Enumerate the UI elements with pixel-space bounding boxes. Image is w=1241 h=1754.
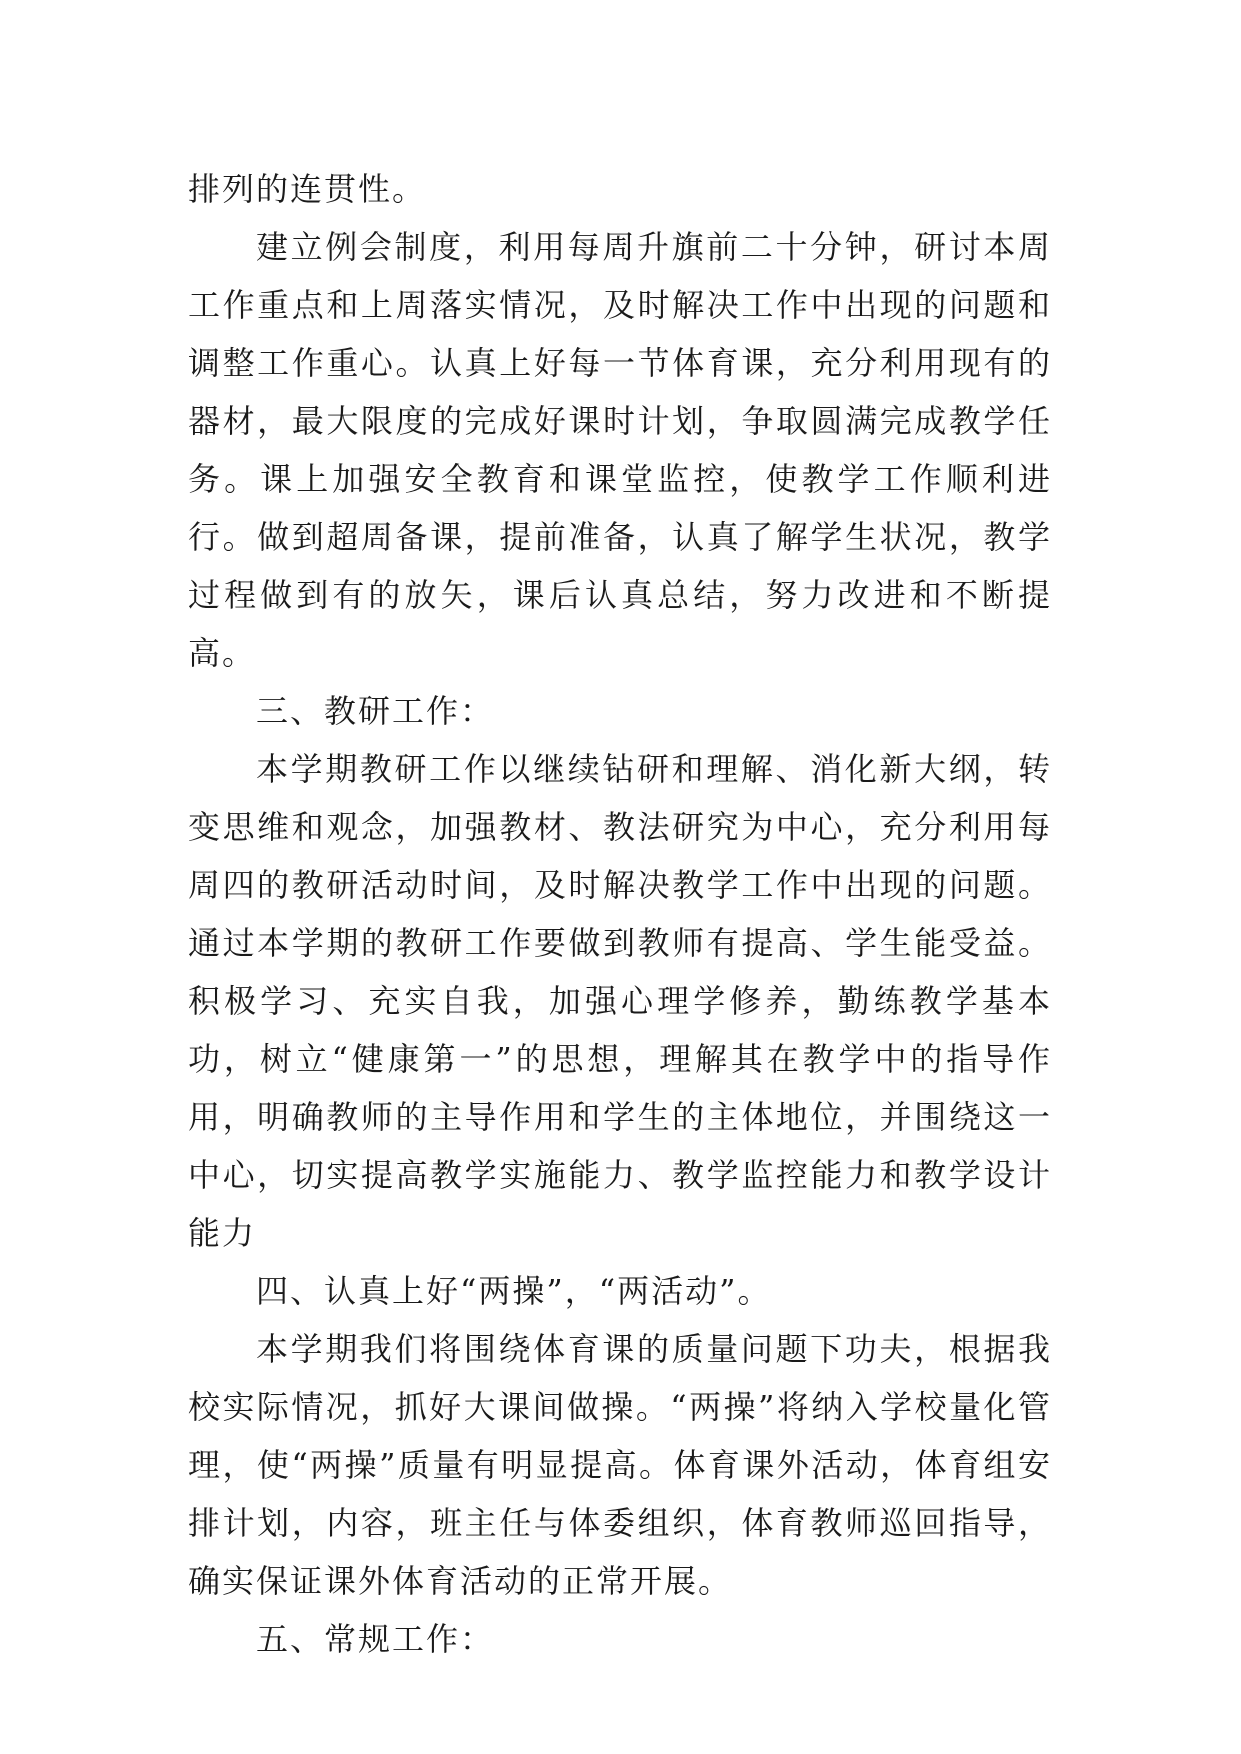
document-body [188, 160, 1052, 1668]
paragraph-meeting-system: 建立例会制度，利用每周升旗前二十分钟，研讨本周工作重点和上周落实情况，及时解决工作中出现的问题和调整工作重心。认真上好每一节体育课，充分利用现有的器材，最大限度的完成好课时计划，争取圆满完成教学任务。课上加强安全教育和课堂监控，使教学工作顺利进行。做到超周备课，提前准备，认真了解学生状况，教学过程做到有的放矢，课后认真总结，努力改进和不断提高。 [188, 228, 1052, 672]
paragraph-teaching-research: 本学期教研工作以继续钻研和理解、消化新大纲，转变思维和观念，加强教材、教法研究为中心，充分利用每周四的教研活动时间，及时解决教学工作中出现的问题。通过本学期的教研工作要做到教师有提高、学生能受益。积极学习、充实自我，加强心理学修养，勤练教学基本功，树立“健康第一”的思想，理解其在教学中的指导作用，明确教师的主导作用和学生的主体地位，并围绕这一中心，切实提高教学实施能力、教学监控能力和教学设计能力 [188, 750, 1052, 1252]
heading-teaching-research: 三、教研工作： [256, 692, 495, 730]
heading-two-exercises: 四、认真上好“两操”，“两活动”。 [256, 1272, 772, 1310]
paragraph-two-exercises: 本学期我们将围绕体育课的质量问题下功夫，根据我校实际情况，抓好大课间做操。“两操”将纳入学校量化管理，使“两操”质量有明显提高。体育课外活动，体育组安排计划，内容，班主任与体委组织，体育教师巡回指导，确实保证课外体育活动的正常开展。 [188, 1330, 1052, 1600]
heading-routine-work: 五、常规工作： [256, 1620, 495, 1658]
paragraph-continuation: 排列的连贯性。 [188, 170, 427, 208]
